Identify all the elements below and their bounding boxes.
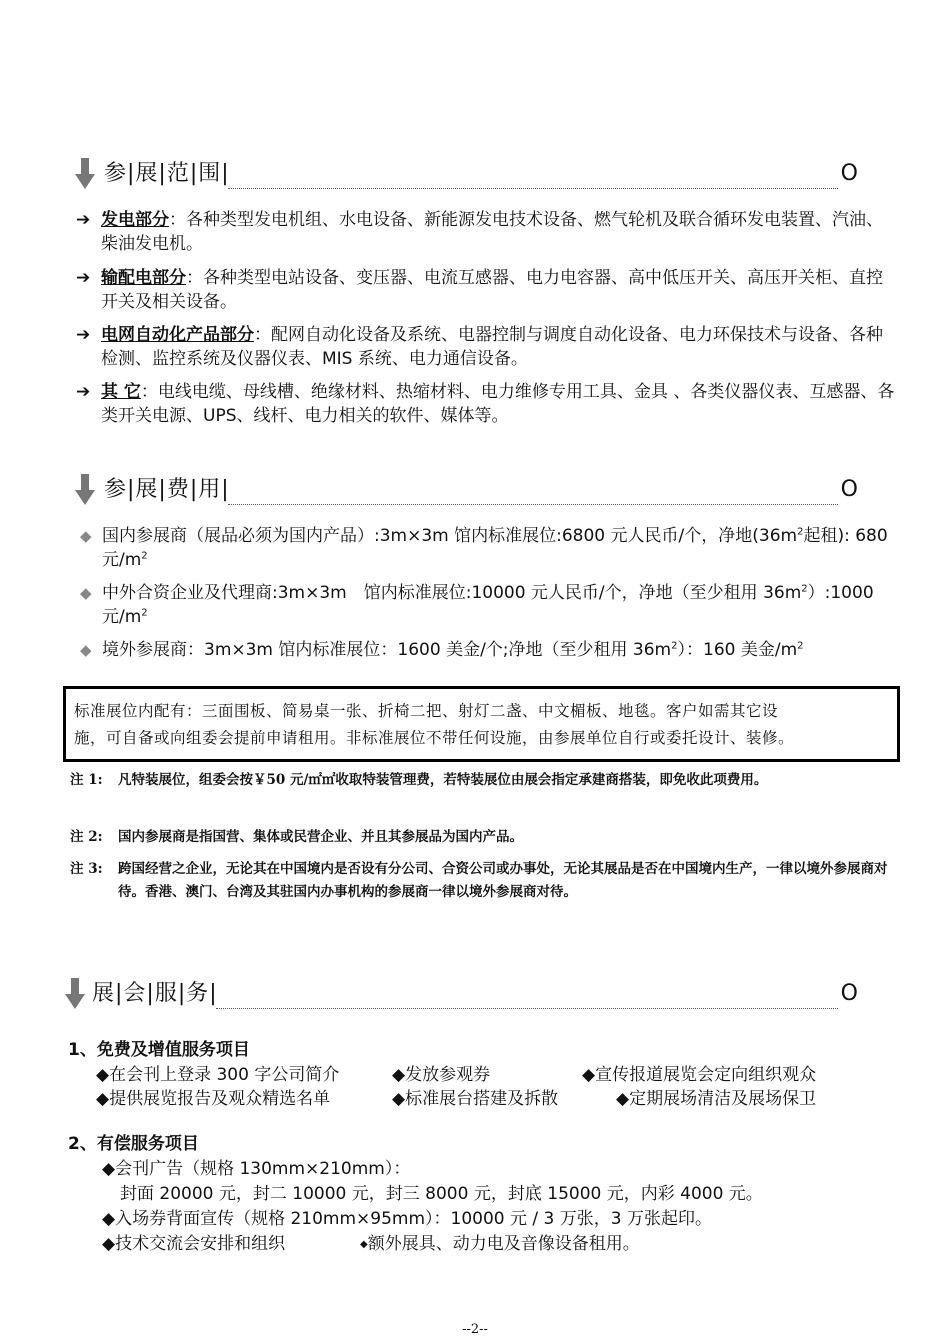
- right-arrow-icon: ➔: [76, 325, 91, 345]
- diamond-icon: ◆: [80, 641, 92, 659]
- dotted-rule: [228, 188, 838, 189]
- scope-item: [76, 380, 896, 428]
- right-arrow-icon: ➔: [76, 268, 91, 288]
- paid-service-item: ◆入场券背面宣传（规格 210mm×95mm）：10000 元 / 3 万张，3 万张起印。: [102, 1209, 712, 1229]
- right-arrow-icon: ➔: [76, 382, 91, 402]
- paid-service-detail: 封面 20000 元，封二 10000 元，封三 8000 元，封底 15000 元，内彩 4000 元。: [120, 1184, 763, 1204]
- diamond-small-icon: ◆: [360, 1239, 368, 1250]
- paid-service-text: 额外展具、动力电及音像设备租用。: [367, 1234, 640, 1254]
- fee-item-foreign: [80, 638, 890, 662]
- superscript: 2: [671, 640, 678, 652]
- section-marker: O: [840, 981, 858, 1006]
- section-marker: O: [840, 477, 858, 502]
- fee-text: ）:1000 元/m: [102, 583, 874, 627]
- dotted-rule: [228, 504, 838, 505]
- fee-text: ）：160 美金/m: [677, 640, 798, 660]
- note-item: [70, 858, 890, 904]
- fee-text: 境外参展商：3m×3m 馆内标准展位：1600 美金/个;净地（至少租用 36m: [102, 640, 672, 660]
- fee-text: 中外合资企业及代理商:3m×3m 馆内标准展位:10000 元人民币/个，净地（至少租用 36m: [102, 583, 802, 603]
- diamond-icon: ◆: [80, 527, 92, 545]
- scope-text: ：各种类型发电机组、水电设备、新能源发电技术设备、燃气轮机及联合循环发电装置、汽油、柴油发电机。: [101, 210, 883, 254]
- paid-service-item: [360, 1232, 640, 1257]
- scope-label: 其 它: [101, 382, 141, 402]
- scope-item: [76, 266, 896, 314]
- section-title: 参|展|范|围|: [104, 161, 230, 186]
- note-text: 跨国经营之企业，无论其在中国境内是否设有分公司、合资公司或办事处，无论其展品是否在中国境内生产，一律以境外参展商对待。香港、澳门、台湾及其驻国内办事机构的参展商一律以境外参展商对待。: [118, 861, 888, 900]
- free-service-item: ◆提供展览报告及观众精选名单: [96, 1089, 331, 1109]
- dotted-rule: [216, 1008, 838, 1009]
- free-service-item: ◆标准展台搭建及拆散: [392, 1089, 559, 1109]
- note-item: [70, 769, 890, 792]
- down-arrow-icon: [74, 474, 96, 506]
- standard-booth-box: [63, 686, 900, 762]
- standard-booth-line: 标准展位内配有：三面围板、简易桌一张、折椅二把、射灯二盏、中文楣板、地毯。客户如需其它设: [74, 702, 779, 720]
- fee-text: 国内参展商（展品必须为国内产品）:3m×3m 馆内标准展位:6800 元人民币/个，净地(36m: [102, 526, 798, 546]
- superscript: 2: [141, 607, 148, 619]
- note-label: 注 1:: [70, 772, 103, 788]
- fee-item-domestic: [80, 524, 890, 572]
- free-service-item: ◆宣传报道展览会定向组织观众: [582, 1065, 817, 1085]
- scope-text: ：电线电缆、母线槽、绝缘材料、热缩材料、电力维修专用工具、金具 、各类仪器仪表、互感器、各类开关电源、UPS、线杆、电力相关的软件、媒体等。: [101, 382, 895, 426]
- section-title: 展|会|服|务|: [92, 981, 218, 1006]
- superscript: 2: [801, 583, 808, 595]
- paid-service-item: ◆会刊广告（规格 130mm×210mm）：: [102, 1159, 411, 1179]
- note-text: 国内参展商是指国营、集体或民营企业、并且其参展品为国内产品。: [118, 829, 523, 845]
- right-arrow-icon: ➔: [76, 210, 91, 230]
- paid-services-heading: 2、有偿服务项目: [68, 1134, 199, 1154]
- note-item: [70, 826, 890, 849]
- note-label: 注 3:: [70, 861, 103, 877]
- scope-label: 输配电部分: [101, 268, 186, 288]
- free-service-item: ◆发放参观券: [392, 1065, 491, 1085]
- note-label: 注 2:: [70, 829, 103, 845]
- scope-item: [76, 208, 896, 256]
- scope-text: ：配网自动化设备及系统、电器控制与调度自动化设备、电力环保技术与设备、各种检测、监控系统及仪器仪表、MIS 系统、电力通信设备。: [101, 325, 883, 369]
- section-header-scope: [74, 158, 868, 192]
- scope-text: ：各种类型电站设备、变压器、电流互感器、电力电容器、高中低压开关、高压开关柜、直控开关及相关设备。: [101, 268, 883, 312]
- down-arrow-icon: [64, 978, 86, 1010]
- paid-service-item: ◆技术交流会安排和组织: [102, 1234, 286, 1254]
- diamond-icon: ◆: [80, 584, 92, 602]
- scope-item: [76, 323, 896, 371]
- section-header-services: [64, 978, 868, 1012]
- fee-item-joint-venture: [80, 581, 890, 629]
- superscript: 2: [797, 526, 804, 538]
- free-service-item: ◆在会刊上登录 300 字公司简介: [96, 1065, 340, 1085]
- down-arrow-icon: [74, 158, 96, 190]
- standard-booth-line: 施，可自备或向组委会提前申请租用。非标准展位不带任何设施，由参展单位自行或委托设计、装修。: [74, 729, 795, 747]
- free-services-heading: 1、免费及增值服务项目: [68, 1040, 250, 1060]
- superscript: 2: [797, 640, 804, 652]
- superscript: 2: [141, 550, 148, 562]
- section-marker: O: [840, 161, 858, 186]
- section-title: 参|展|费|用|: [104, 477, 230, 502]
- section-header-fees: [74, 474, 868, 508]
- scope-label: 发电部分: [101, 210, 169, 230]
- fee-text: 起租): 680 元/m: [102, 526, 888, 570]
- free-service-item: ◆定期展场清洁及展场保卫: [616, 1089, 817, 1109]
- note-text: 凡特装展位，组委会按￥50 元/㎡㎡收取特装管理费，若特装展位由展会指定承建商搭装，即免收此项费用。: [118, 772, 768, 788]
- page-number: --2--: [462, 1322, 488, 1337]
- scope-label: 电网自动化产品部分: [101, 325, 254, 345]
